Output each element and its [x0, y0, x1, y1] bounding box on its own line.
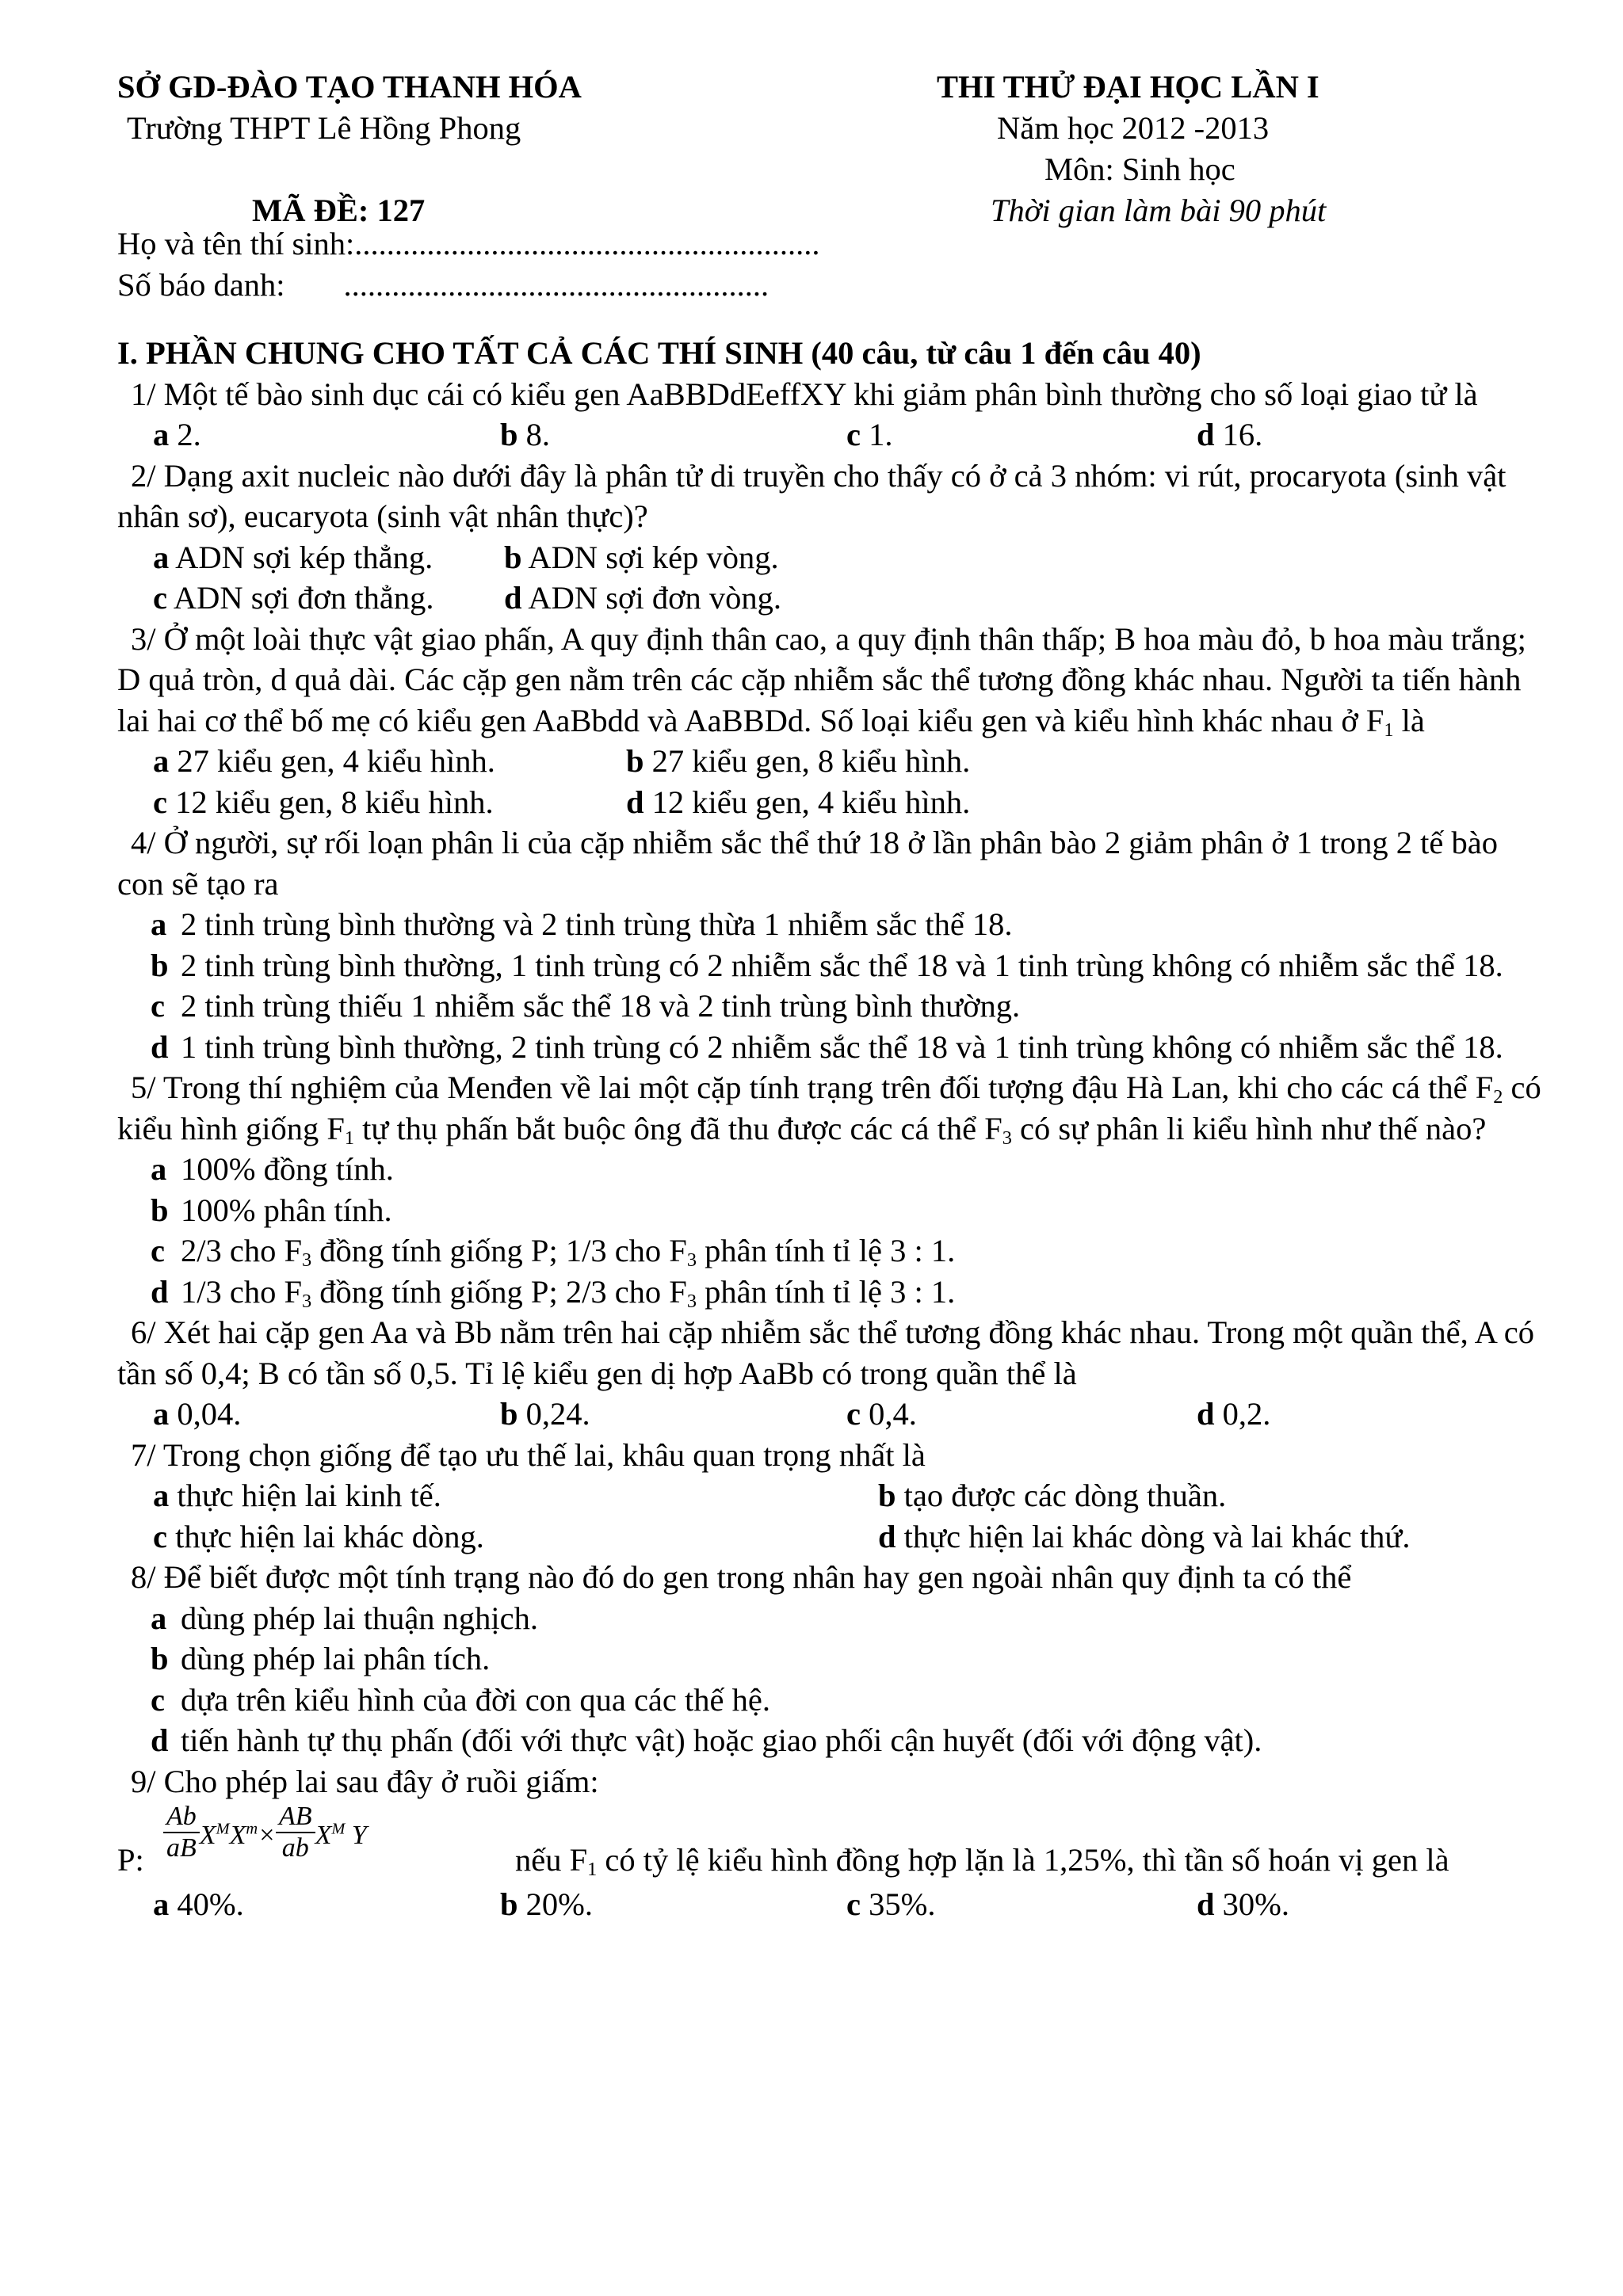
question-7-options-cd	[117, 1516, 1552, 1558]
option-b: b tạo được các dòng thuần.	[878, 1478, 1227, 1513]
option-b: b 8.	[500, 417, 551, 452]
question-8: 8/ Để biết được một tính trạng nào đó do gen trong nhân hay gen ngoài nhân quy định ta có thể	[131, 1559, 1352, 1595]
option-b: b 100% phân tính.	[151, 1192, 392, 1228]
option-a: a 27 kiểu gen, 4 kiểu hình.	[153, 743, 495, 779]
option-c: c ADN sợi đơn thẳng.	[153, 580, 434, 616]
question-9-options	[117, 1884, 1552, 1925]
option-b: b ADN sợi kép vòng.	[504, 539, 779, 575]
school-year: Năm học 2012 -2013	[997, 110, 1270, 146]
genotype-expression: $\frac{Ab}{aB}$ $X^MX^m\times$ $\frac{AB}{ab}$ $X^M$ Y	[163, 1802, 367, 1863]
option-c: c 2/3 cho $F_3$ đồng tính giống P; 1/3 cho $F_3$ phân tính tỉ lệ 3 : 1.	[151, 1233, 956, 1271]
candidate-info	[117, 223, 1552, 306]
question-1-options	[117, 414, 1552, 456]
candidate-name-label: Họ và tên thí sinh:	[117, 226, 355, 261]
option-d: d 1/3 cho $F_3$ đồng tính giống P; 2/3 cho $F_3$ phân tính tỉ lệ 3 : 1.	[151, 1273, 956, 1312]
question-7-options-ab	[117, 1475, 1552, 1516]
option-a: a ADN sợi kép thẳng.	[153, 539, 433, 575]
option-a: a 40%.	[153, 1886, 244, 1922]
candidate-id-field	[117, 265, 1552, 306]
times-symbol: ×	[258, 1820, 277, 1850]
option-b: b dùng phép lai phân tích.	[151, 1641, 491, 1676]
option-d: d thực hiện lai khác dòng và lai khác thứ.	[878, 1518, 1411, 1554]
option-d: d 12 kiểu gen, 4 kiểu hình.	[626, 784, 971, 820]
option-c: c thực hiện lai khác dòng.	[153, 1518, 484, 1554]
question-9: 9/ Cho phép lai sau đây ở ruồi giấm:	[131, 1763, 599, 1799]
department-name: SỞ GD-ĐÀO TẠO THANH HÓA	[117, 69, 582, 105]
option-d: d tiến hành tự thụ phấn (đối với thực vật) hoặc giao phối cận huyết (đối với động vật).	[151, 1722, 1262, 1758]
option-c: c 35%.	[846, 1886, 936, 1922]
option-b: b 20%.	[500, 1886, 594, 1922]
option-c: c 0,4.	[846, 1396, 917, 1432]
question-5: 5/ Trong thí nghiệm của Menđen về lai một cặp tính trạng trên đối tượng đậu Hà Lan, khi cho các cá thể $F_2$ có kiểu hình giống $F_1$ tự thụ phấn bắt buộc ông đã thu được các cá thể $F_3$ có sự phân li kiểu hình như thế nào?	[117, 1070, 1541, 1149]
option-a: a 100% đồng tính.	[151, 1151, 394, 1187]
duration: Thời gian làm bài 90 phút	[991, 193, 1327, 228]
question-9-condition: nếu $F_1$ có tỷ lệ kiểu hình đồng hợp lặn là 1,25%, thì tần số hoán vị gen là	[515, 1842, 1449, 1880]
option-a: a 2.	[153, 417, 201, 452]
parent-label: P:	[117, 1842, 144, 1878]
option-b: b 27 kiểu gen, 8 kiểu hình.	[626, 743, 971, 779]
question-9-cross-formula	[117, 1802, 1552, 1884]
option-a: a 0,04.	[153, 1396, 242, 1432]
candidate-id-dots: .....................................................	[343, 267, 769, 303]
option-b: b 2 tinh trùng bình thường, 1 tinh trùng có 2 nhiễm sắc thể 18 và 1 tinh trùng không có nhiễm sắc thể 18.	[151, 947, 1503, 983]
subject: Môn: Sinh học	[1044, 151, 1235, 187]
candidate-name-dots: ..........................................................	[354, 226, 820, 261]
fraction-male: $\frac{AB}{ab}$	[276, 1802, 315, 1863]
question-4: 4/ Ở người, sự rối loạn phân li của cặp nhiễm sắc thể thứ 18 ở lần phân bào 2 giảm phân ở 1 trong 2 tế bào con sẽ tạo ra	[117, 825, 1498, 902]
option-c: c 1.	[846, 417, 893, 452]
question-3-options-cd	[117, 782, 1552, 823]
question-2-options-cd	[117, 578, 1552, 619]
option-d: d 0,2.	[1197, 1396, 1271, 1432]
option-b: b 0,24.	[500, 1396, 590, 1432]
question-3-options-ab	[117, 741, 1552, 782]
exam-header	[117, 67, 1552, 228]
option-a: a dùng phép lai thuận nghịch.	[151, 1600, 539, 1636]
option-d: d 30%.	[1197, 1886, 1290, 1922]
question-1: 1/ Một tế bào sinh dục cái có kiểu gen AaBBDdEeffXY khi giảm phân bình thường cho số loại giao tử là	[131, 376, 1478, 412]
option-d: d 16.	[1197, 417, 1263, 452]
section-title: I. PHẦN CHUNG CHO TẤT CẢ CÁC THÍ SINH (40 câu, từ câu 1 đến câu 40)	[117, 335, 1201, 371]
question-2: 2/ Dạng axit nucleic nào dưới đây là phân tử di truyền cho thấy có ở cả 3 nhóm: vi rút, procaryota (sinh vật nhân sơ), eucaryota (sinh vật nhân thực)?	[117, 457, 1507, 534]
exam-title: THI THỬ ĐẠI HỌC LẦN I	[937, 69, 1319, 105]
question-6-options	[117, 1394, 1552, 1435]
question-3: 3/ Ở một loài thực vật giao phấn, A quy định thân cao, a quy định thân thấp; B hoa màu đỏ, b hoa màu trắng; D quả tròn, d quả dài. Các cặp gen nằm trên các cặp nhiễm sắc thể tương đồng khác nhau. Người ta tiến hành lai hai cơ thể bố mẹ có kiểu gen AaBbdd và AaBBDd. Số loại kiểu gen và kiểu hình khác nhau ở $F_1$ là	[117, 620, 1526, 741]
option-c: c dựa trên kiểu hình của đời con qua các thế hệ.	[151, 1681, 770, 1718]
option-c: c 12 kiểu gen, 8 kiểu hình.	[153, 784, 494, 820]
option-d: d ADN sợi đơn vòng.	[504, 580, 782, 616]
question-2-options-ab	[117, 537, 1552, 578]
option-a: a 2 tinh trùng bình thường và 2 tinh trùng thừa 1 nhiễm sắc thể 18.	[151, 906, 1013, 942]
question-6: 6/ Xét hai cặp gen Aa và Bb nằm trên hai cặp nhiễm sắc thể tương đồng khác nhau. Trong một quần thể, A có tần số 0,4; B có tần số 0,5. Tỉ lệ kiểu gen dị hợp AaBb có trong quần thể là	[117, 1314, 1534, 1391]
option-a: a thực hiện lai kinh tế.	[153, 1478, 441, 1513]
option-c: c 2 tinh trùng thiếu 1 nhiễm sắc thể 18 và 2 tinh trùng bình thường.	[151, 988, 1021, 1024]
option-d: d 1 tinh trùng bình thường, 2 tinh trùng có 2 nhiễm sắc thể 18 và 1 tinh trùng không có nhiễm sắc thể 18.	[151, 1028, 1503, 1065]
exam-code: MÃ ĐỀ: 127	[252, 193, 426, 228]
question-7: 7/ Trong chọn giống để tạo ưu thế lai, khâu quan trọng nhất là	[131, 1436, 926, 1473]
fraction-female: $\frac{Ab}{aB}$	[163, 1802, 200, 1863]
exam-page	[117, 67, 1552, 1925]
candidate-id-label: Số báo danh:	[117, 267, 285, 303]
school-name: Trường THPT Lê Hồng Phong	[127, 110, 521, 146]
